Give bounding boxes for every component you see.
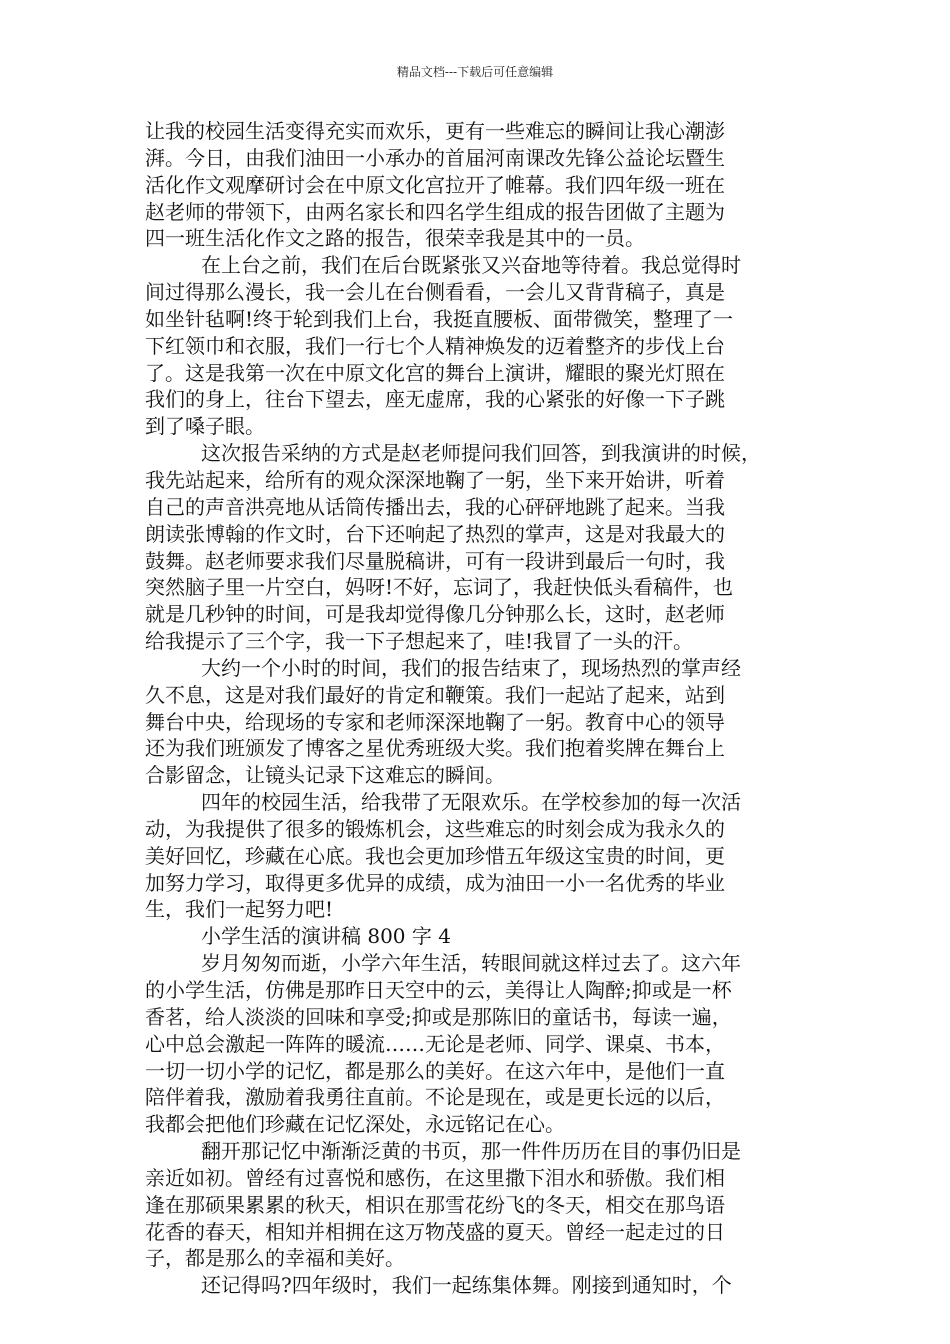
text-line: 陪伴着我，激励着我勇往直前。不论是现在，或是更长远的以后， — [145, 1085, 725, 1110]
text-line: 翻开那记忆中渐渐泛黄的书页，那一件件历历在目的事仍旧是 — [201, 1139, 741, 1164]
text-line: 鼓舞。赵老师要求我们尽量脱稿讲，可有一段讲到最后一句时，我 — [145, 548, 725, 573]
text-line: 如坐针毡啊!终于轮到我们上台，我挺直腰板、面带微笑，整理了一 — [145, 306, 734, 331]
text-line: 下红领巾和衣服，我们一行七个人精神焕发的迈着整齐的步伐上台 — [145, 333, 725, 358]
page-header: 精品文档---下载后可任意编辑 — [396, 65, 554, 79]
text-line: 一切一切小学的记忆，都是那么的美好。在这六年中，是他们一直 — [145, 1058, 725, 1083]
text-line: 舞台中央，给现场的专家和老师深深地鞠了一躬。教育中心的领导 — [145, 709, 725, 734]
text-line: 湃。今日，由我们油田一小承办的首届河南课改先锋公益论坛暨生 — [145, 145, 725, 170]
text-line: 的小学生活，仿佛是那昨日天空中的云，美得让人陶醉;抑或是一杯 — [145, 978, 732, 1002]
text-line: 到了嗓子眼。 — [145, 414, 265, 439]
text-line: 岁月匆匆而逝，小学六年生活，转眼间就这样过去了。这六年 — [201, 951, 741, 976]
text-line: 久不息，这是对我们最好的肯定和鞭策。我们一起站了起来，站到 — [145, 682, 725, 707]
text-line: 逢在那硕果累累的秋天，相识在那雪花纷飞的冬天，相交在那鸟语 — [145, 1192, 725, 1217]
text-line: 心中总会激起一阵阵的暖流……无论是老师、同学、课桌、书本， — [145, 1031, 725, 1056]
text-line: 我们的身上，往台下望去，座无虚席，我的心紧张的好像一下子跳 — [145, 387, 725, 412]
text-line: 大约一个小时的时间，我们的报告结束了，现场热烈的掌声经 — [201, 655, 741, 680]
text-line: 亲近如初。曾经有过喜悦和感伤，在这里撒下泪水和骄傲。我们相 — [145, 1165, 725, 1190]
text-line: 生，我们一起努力吧! — [145, 897, 334, 922]
text-line: 加努力学习，取得更多优异的成绩，成为油田一小一名优秀的毕业 — [145, 870, 725, 895]
text-line: 突然脑子里一片空白，妈呀!不好，忘词了，我赶快低头看稿件，也 — [145, 575, 734, 600]
text-line: 活化作文观摩研讨会在中原文化宫拉开了帷幕。我们四年级一班在 — [145, 172, 725, 197]
text-line: 在上台之前，我们在后台既紧张又兴奋地等待着。我总觉得时 — [201, 253, 741, 278]
text-line: 赵老师的带领下，由两名家长和四名学生组成的报告团做了主题为 — [145, 199, 725, 224]
text-line: 自己的声音洪亮地从话筒传播出去，我的心砰砰地跳了起来。当我 — [145, 494, 725, 519]
document-body — [145, 118, 825, 1299]
text-line: 小学生活的演讲稿 800 字 4 — [201, 924, 451, 949]
text-line: 四年的校园生活，给我带了无限欢乐。在学校参加的每一次活 — [201, 790, 741, 815]
text-line: 合影留念，让镜头记录下这难忘的瞬间。 — [145, 763, 505, 788]
text-line: 让我的校园生活变得充实而欢乐，更有一些难忘的瞬间让我心潮澎 — [145, 119, 725, 143]
text-line: 了。这是我第一次在中原文化宫的舞台上演讲，耀眼的聚光灯照在 — [145, 360, 725, 385]
text-line: 花香的春天，相知并相拥在这万物茂盛的夏天。曾经一起走过的日 — [145, 1219, 725, 1244]
text-line: 这次报告采纳的方式是赵老师提问我们回答，到我演讲的时候， — [201, 441, 761, 466]
text-line: 还记得吗?四年级时，我们一起练集体舞。刚接到通知时，个 — [201, 1273, 732, 1298]
text-line: 朗读张博翰的作文时，台下还响起了热烈的掌声，这是对我最大的 — [145, 521, 725, 546]
text-line: 给我提示了三个字，我一下子想起来了，哇!我冒了一头的汗。 — [145, 629, 694, 654]
text-line: 我先站起来，给所有的观众深深地鞠了一躬，坐下来开始讲，听着 — [145, 467, 725, 492]
text-line: 香茗，给人淡淡的回味和享受;抑或是那陈旧的童话书，每读一遍， — [145, 1004, 732, 1029]
text-line: 美好回忆，珍藏在心底。我也会更加珍惜五年级这宝贵的时间，更 — [145, 843, 725, 868]
text-line: 四一班生活化作文之路的报告，很荣幸我是其中的一员。 — [145, 226, 645, 251]
text-line: 就是几秒钟的时间，可是我却觉得像几分钟那么长，这时，赵老师 — [145, 602, 725, 627]
text-line: 还为我们班颁发了博客之星优秀班级大奖。我们抱着奖牌在舞台上 — [145, 736, 725, 761]
text-line: 子，都是那么的幸福和美好。 — [145, 1246, 405, 1271]
text-line: 间过得那么漫长，我一会儿在台侧看看，一会儿又背背稿子，真是 — [145, 280, 725, 305]
text-line: 动，为我提供了很多的锻炼机会，这些难忘的时刻会成为我永久的 — [145, 816, 725, 841]
text-line: 我都会把他们珍藏在记忆深处，永远铭记在心。 — [145, 1112, 565, 1137]
